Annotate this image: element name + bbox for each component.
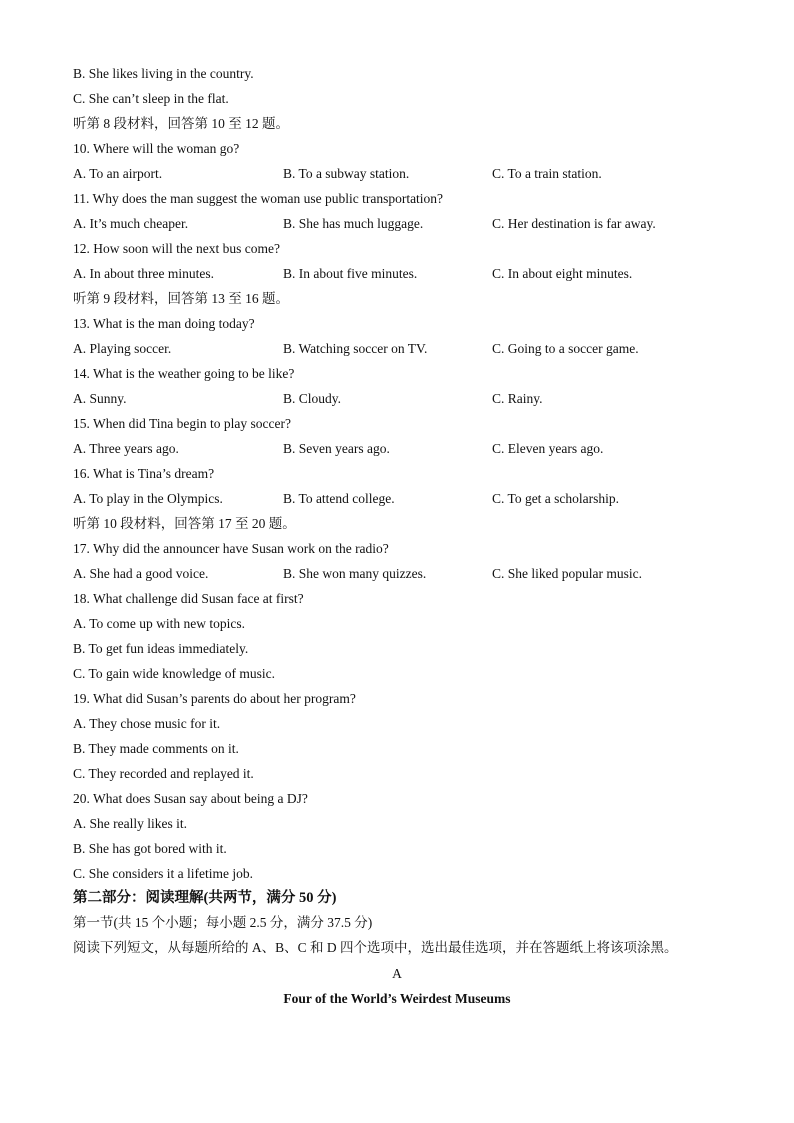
- q13-option-c: C. Going to a soccer game.: [492, 341, 639, 356]
- q16-option-a: A. To play in the Olympics.: [73, 491, 223, 506]
- q11-option-c: C. Her destination is far away.: [492, 216, 656, 231]
- question-13: 13. What is the man doing today?: [73, 316, 255, 331]
- section-one-heading: 第一节(共 15 个小题；每小题 2.5 分，满分 37.5 分): [73, 915, 373, 930]
- q20-option-a: A. She really likes it.: [73, 816, 187, 831]
- q12-option-a: A. In about three minutes.: [73, 266, 214, 281]
- q12-option-c: C. In about eight minutes.: [492, 266, 633, 281]
- q19-option-b: B. They made comments on it.: [73, 741, 239, 756]
- option-line: B. She likes living in the country.: [73, 66, 254, 81]
- q12-option-b: B. In about five minutes.: [283, 266, 418, 281]
- q13-option-b: B. Watching soccer on TV.: [283, 341, 428, 356]
- q11-option-b: B. She has much luggage.: [283, 216, 424, 231]
- q15-option-a: A. Three years ago.: [73, 441, 179, 456]
- q15-option-b: B. Seven years ago.: [283, 441, 390, 456]
- q16-option-b: B. To attend college.: [283, 491, 395, 506]
- q17-option-c: C. She liked popular music.: [492, 566, 642, 581]
- q14-option-c: C. Rainy.: [492, 391, 543, 406]
- q18-option-b: B. To get fun ideas immediately.: [73, 641, 249, 656]
- question-16: 16. What is Tina’s dream?: [73, 466, 215, 481]
- question-14: 14. What is the weather going to be like?: [73, 366, 295, 381]
- q14-option-a: A. Sunny.: [73, 391, 127, 406]
- q10-option-a: A. To an airport.: [73, 166, 163, 181]
- q15-option-c: C. Eleven years ago.: [492, 441, 604, 456]
- reading-instructions: 阅读下列短文，从每题所给的 A、B、C 和 D 四个选项中，选出最佳选项，并在答题纸上将该项涂黑。: [73, 940, 678, 955]
- section-instruction: 听第 9 段材料，回答第 13 至 16 题。: [73, 291, 289, 306]
- q17-option-b: B. She won many quizzes.: [283, 566, 427, 581]
- question-12: 12. How soon will the next bus come?: [73, 241, 280, 256]
- q16-option-c: C. To get a scholarship.: [492, 491, 620, 506]
- question-11: 11. Why does the man suggest the woman use public transportation?: [73, 191, 444, 206]
- section-instruction: 听第 8 段材料，回答第 10 至 12 题。: [73, 116, 289, 131]
- question-20: 20. What does Susan say about being a DJ?: [73, 791, 308, 806]
- option-line: C. She can’t sleep in the flat.: [73, 91, 229, 106]
- question-19: 19. What did Susan’s parents do about her program?: [73, 691, 356, 706]
- q13-option-a: A. Playing soccer.: [73, 341, 172, 356]
- question-10: 10. Where will the woman go?: [73, 141, 240, 156]
- q19-option-c: C. They recorded and replayed it.: [73, 766, 254, 781]
- part-two-heading: 第二部分：阅读理解(共两节，满分 50 分): [73, 890, 337, 906]
- q19-option-a: A. They chose music for it.: [73, 716, 221, 731]
- q20-option-b: B. She has got bored with it.: [73, 841, 227, 856]
- q18-option-a: A. To come up with new topics.: [73, 616, 246, 631]
- q18-option-c: C. To gain wide knowledge of music.: [73, 666, 276, 681]
- q11-option-a: A. It’s much cheaper.: [73, 216, 189, 231]
- question-17: 17. Why did the announcer have Susan work on the radio?: [73, 541, 389, 556]
- q14-option-b: B. Cloudy.: [283, 391, 342, 406]
- passage-title: Four of the World’s Weirdest Museums: [283, 991, 511, 1006]
- passage-label: A: [392, 966, 402, 981]
- question-18: 18. What challenge did Susan face at first?: [73, 591, 304, 606]
- q20-option-c: C. She considers it a lifetime job.: [73, 866, 253, 881]
- q17-option-a: A. She had a good voice.: [73, 566, 209, 581]
- q10-option-b: B. To a subway station.: [283, 166, 410, 181]
- question-15: 15. When did Tina begin to play soccer?: [73, 416, 291, 431]
- section-instruction: 听第 10 段材料，回答第 17 至 20 题。: [73, 516, 296, 531]
- q10-option-c: C. To a train station.: [492, 166, 602, 181]
